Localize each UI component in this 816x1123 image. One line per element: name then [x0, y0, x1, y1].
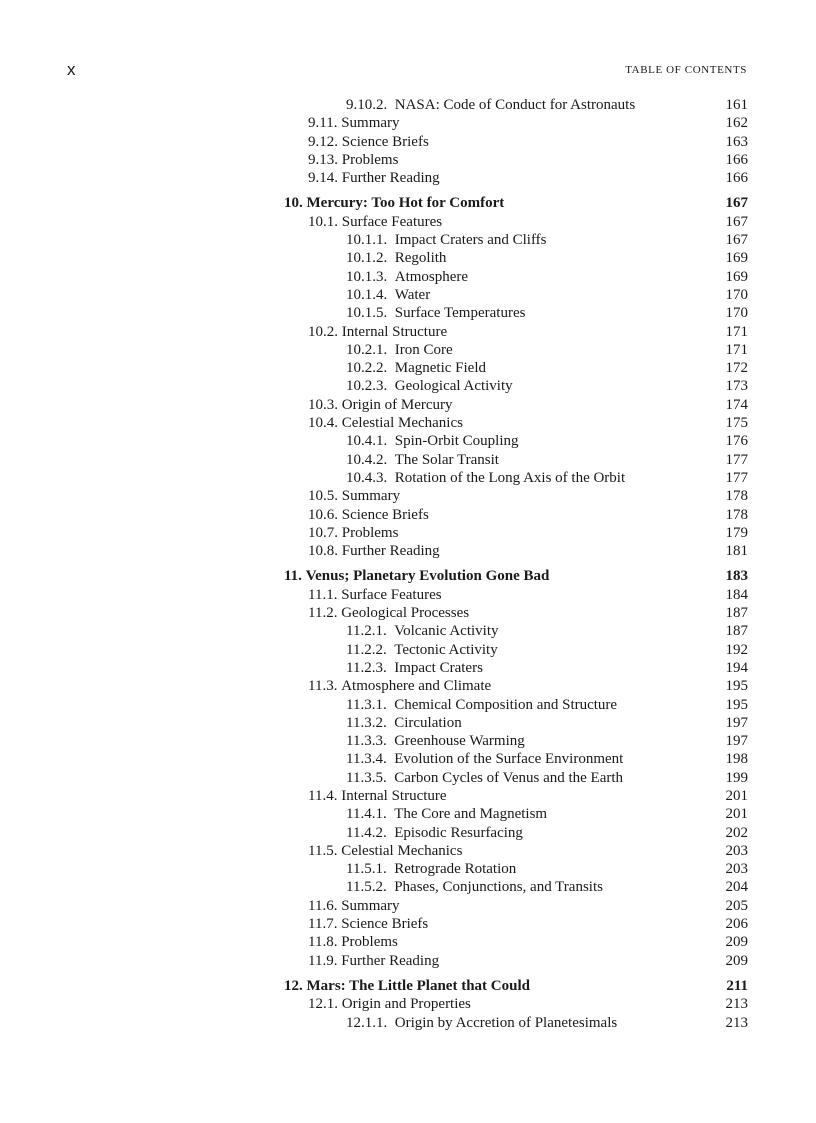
toc-section [284, 487, 748, 505]
toc-subsection [284, 805, 748, 823]
toc-entry-title: Circulation [394, 714, 462, 731]
toc-entry-page: 177 [725, 451, 748, 468]
toc-entry-title: Surface Temperatures [394, 305, 526, 322]
toc-chapter [284, 977, 748, 995]
toc-subsection [284, 231, 748, 249]
toc-section [284, 842, 748, 860]
toc-entry-title: Surface Features [341, 213, 443, 230]
toc-entry-page: 170 [725, 305, 748, 322]
toc-entry-page: 184 [725, 586, 748, 603]
toc-chapter [284, 567, 748, 585]
toc-entry-page: 197 [725, 714, 748, 731]
toc-entry-number: 11.8. [308, 934, 338, 951]
toc-chapter [284, 194, 748, 212]
toc-entry-title: Science Briefs [341, 506, 429, 523]
toc-entry-number: 12. [284, 977, 303, 994]
toc-entry-page: 198 [725, 751, 748, 768]
toc-entry-title: Problems [341, 934, 398, 951]
toc-entry-number: 10.4.2. [346, 451, 388, 468]
toc-entry-number: 11.9. [308, 952, 338, 969]
toc-entry-title: Evolution of the Surface Environment [394, 751, 624, 768]
toc-entry-number: 10.1.1. [346, 232, 388, 249]
toc-entry-page: 204 [725, 879, 748, 896]
toc-subsection [284, 304, 748, 322]
toc-entry-number: 9.14. [308, 170, 338, 187]
toc-subsection [284, 750, 748, 768]
toc-entry-page: 171 [725, 323, 748, 340]
toc-entry-page: 202 [725, 824, 748, 841]
toc-entry-page: 176 [725, 433, 748, 450]
toc-entry-number: 11.5.2. [346, 879, 387, 896]
toc-entry-page: 177 [725, 469, 748, 486]
toc-section [284, 151, 748, 169]
toc-subsection [284, 96, 748, 114]
toc-entry-title: Rotation of the Long Axis of the Orbit [394, 469, 626, 486]
toc-entry-title: Atmosphere and Climate [341, 678, 492, 695]
toc-subsection [284, 732, 748, 750]
toc-subsection [284, 359, 748, 377]
toc-entry-number: 10.2.1. [346, 341, 388, 358]
running-head: TABLE OF CONTENTS [625, 64, 747, 76]
toc-entry-number: 12.1.1. [346, 1014, 388, 1031]
toc-entry-number: 9.12. [308, 133, 338, 150]
toc-entry-page: 197 [725, 733, 748, 750]
toc-entry-page: 181 [725, 543, 748, 560]
toc-entry-number: 11.1. [308, 586, 338, 603]
toc-section [284, 169, 748, 187]
toc-entry-page: 203 [725, 842, 748, 859]
toc-entry-number: 11.2.3. [346, 659, 387, 676]
toc-entry-number: 11.3.1. [346, 696, 387, 713]
toc-entry-page: 179 [725, 524, 748, 541]
toc-entry-page: 166 [725, 151, 748, 168]
toc-entry-number: 10.6. [308, 506, 338, 523]
toc-entry-title: Phases, Conjunctions, and Transits [394, 879, 603, 896]
toc-entry-title: Origin by Accretion of Planetesimals [394, 1014, 618, 1031]
toc-section [284, 323, 748, 341]
toc-entry-number: 11.6. [308, 897, 338, 914]
toc-entry-number: 11.4.1. [346, 806, 387, 823]
toc-entry-title: Summary [341, 897, 400, 914]
toc-entry-page: 183 [725, 568, 748, 585]
toc-entry-number: 11.7. [308, 916, 338, 933]
toc-entry-title: Atmosphere [394, 268, 469, 285]
toc-entry-number: 11.2.1. [346, 623, 387, 640]
toc-entry-page: 192 [725, 641, 748, 658]
toc-entry-title: Summary [341, 115, 400, 132]
toc-entry-title: Internal Structure [341, 323, 448, 340]
toc-entry-title: Further Reading [341, 952, 440, 969]
toc-entry-page: 206 [725, 916, 748, 933]
toc-entry-title: Celestial Mechanics [341, 415, 463, 432]
toc-entry-title: Tectonic Activity [394, 641, 498, 658]
toc-entry-title: Origin of Mercury [341, 396, 453, 413]
toc-entry-title: Iron Core [394, 341, 453, 358]
toc-entry-page: 174 [725, 396, 748, 413]
toc-entry-title: Problems [341, 151, 399, 168]
toc-entry-title: Internal Structure [341, 787, 447, 804]
toc-entry-title: The Core and Magnetism [394, 806, 548, 823]
toc-entry-page: 178 [725, 488, 748, 505]
toc-entry-title: The Solar Transit [394, 451, 499, 468]
toc-entry-page: 171 [725, 341, 748, 358]
table-of-contents [284, 96, 748, 1032]
toc-entry-title: Chemical Composition and Structure [394, 696, 618, 713]
toc-entry-number: 10.4. [308, 415, 338, 432]
toc-entry-page: 203 [725, 861, 748, 878]
toc-entry-page: 195 [725, 696, 748, 713]
toc-entry-number: 11.3.5. [346, 769, 387, 786]
toc-section [284, 952, 748, 970]
toc-entry-number: 11. [284, 568, 302, 585]
toc-entry-number: 10.2.3. [346, 378, 388, 395]
toc-subsection [284, 451, 748, 469]
toc-entry-number: 10.1.5. [346, 305, 388, 322]
toc-entry-page: 209 [725, 952, 748, 969]
toc-entry-number: 10.7. [308, 524, 338, 541]
toc-entry-title: Volcanic Activity [394, 623, 499, 640]
toc-section [284, 787, 748, 805]
toc-entry-title: Spin-Orbit Coupling [394, 433, 519, 450]
toc-entry-title: Water [394, 286, 431, 303]
toc-subsection [284, 714, 748, 732]
toc-entry-number: 10.2.2. [346, 360, 388, 377]
toc-entry-title: Impact Craters [394, 659, 483, 676]
toc-entry-number: 11.4.2. [346, 824, 387, 841]
toc-entry-number: 11.3.4. [346, 751, 387, 768]
toc-entry-page: 213 [725, 996, 748, 1013]
toc-entry-title: Geological Activity [394, 378, 513, 395]
toc-entry-page: 209 [725, 934, 748, 951]
toc-subsection [284, 1014, 748, 1032]
toc-entry-page: 167 [725, 195, 748, 212]
toc-section [284, 915, 748, 933]
toc-entry-title: Further Reading [341, 543, 440, 560]
toc-section [284, 213, 748, 231]
toc-subsection [284, 696, 748, 714]
toc-entry-number: 11.3.2. [346, 714, 387, 731]
toc-entry-title: Greenhouse Warming [394, 733, 525, 750]
toc-entry-page: 162 [725, 115, 748, 132]
toc-entry-title: Science Briefs [341, 916, 429, 933]
toc-entry-page: 175 [725, 415, 748, 432]
toc-entry-page: 169 [725, 250, 748, 267]
toc-subsection [284, 268, 748, 286]
toc-entry-page: 169 [725, 268, 748, 285]
toc-entry-title: Problems [341, 524, 399, 541]
toc-subsection [284, 769, 748, 787]
toc-entry-number: 12.1. [308, 996, 338, 1013]
toc-entry-page: 161 [725, 97, 748, 113]
toc-section [284, 677, 748, 695]
toc-subsection [284, 286, 748, 304]
toc-entry-page: 201 [725, 787, 748, 804]
toc-section [284, 586, 748, 604]
toc-entry-number: 11.2.2. [346, 641, 387, 658]
toc-entry-page: 194 [725, 659, 748, 676]
toc-entry-title: Impact Craters and Cliffs [394, 232, 547, 249]
toc-entry-page: 201 [725, 806, 748, 823]
toc-entry-page: 187 [725, 605, 748, 622]
toc-subsection [284, 659, 748, 677]
toc-section [284, 114, 748, 132]
toc-section [284, 414, 748, 432]
toc-entry-page: 163 [725, 133, 748, 150]
toc-entry-page: 199 [725, 769, 748, 786]
toc-section [284, 133, 748, 151]
toc-entry-title: Surface Features [341, 586, 442, 603]
toc-subsection [284, 878, 748, 896]
toc-entry-number: 10.1. [308, 213, 338, 230]
toc-subsection [284, 824, 748, 842]
toc-entry-title: Magnetic Field [394, 360, 486, 377]
page-number: x [67, 60, 76, 79]
toc-entry-title: Origin and Properties [341, 996, 471, 1013]
toc-entry-number: 11.3.3. [346, 733, 387, 750]
toc-entry-number: 10.4.3. [346, 469, 388, 486]
toc-entry-number: 10.4.1. [346, 433, 388, 450]
toc-entry-title: Episodic Resurfacing [394, 824, 523, 841]
toc-entry-number: 10.8. [308, 543, 338, 560]
toc-entry-title: Mercury: Too Hot for Comfort [306, 195, 505, 212]
toc-entry-number: 11.3. [308, 678, 338, 695]
toc-subsection [284, 341, 748, 359]
toc-entry-number: 9.10.2. [346, 97, 388, 113]
toc-entry-page: 166 [725, 170, 748, 187]
toc-entry-title: Science Briefs [341, 133, 429, 150]
toc-entry-number: 11.5.1. [346, 861, 387, 878]
toc-entry-page: 173 [725, 378, 748, 395]
toc-entry-title: Regolith [394, 250, 447, 267]
toc-section [284, 396, 748, 414]
toc-entry-title: Retrograde Rotation [394, 861, 517, 878]
toc-section [284, 897, 748, 915]
toc-entry-title: Further Reading [341, 170, 440, 187]
toc-subsection [284, 469, 748, 487]
toc-subsection [284, 860, 748, 878]
toc-subsection [284, 377, 748, 395]
toc-entry-page: 178 [725, 506, 748, 523]
toc-entry-number: 11.4. [308, 787, 338, 804]
toc-subsection [284, 432, 748, 450]
toc-entry-title: Celestial Mechanics [341, 842, 463, 859]
toc-entry-number: 10.3. [308, 396, 338, 413]
toc-entry-page: 213 [725, 1014, 748, 1031]
toc-section [284, 933, 748, 951]
toc-entry-number: 10.1.3. [346, 268, 388, 285]
toc-entry-number: 9.11. [308, 115, 338, 132]
toc-section [284, 542, 748, 560]
toc-entry-page: 187 [725, 623, 748, 640]
toc-entry-number: 10.1.2. [346, 250, 388, 267]
toc-entry-title: Carbon Cycles of Venus and the Earth [394, 769, 624, 786]
toc-entry-page: 172 [725, 360, 748, 377]
toc-entry-number: 11.5. [308, 842, 338, 859]
toc-entry-number: 10.5. [308, 488, 338, 505]
toc-entry-title: NASA: Code of Conduct for Astronauts [394, 97, 636, 113]
toc-entry-number: 10.1.4. [346, 286, 388, 303]
toc-subsection [284, 249, 748, 267]
toc-entry-page: 170 [725, 286, 748, 303]
toc-entry-page: 205 [725, 897, 748, 914]
toc-entry-number: 11.2. [308, 605, 338, 622]
toc-entry-number: 10.2. [308, 323, 338, 340]
toc-subsection [284, 641, 748, 659]
toc-entry-title: Mars: The Little Planet that Could [306, 977, 530, 994]
toc-section [284, 604, 748, 622]
toc-entry-title: Venus; Planetary Evolution Gone Bad [305, 568, 550, 585]
toc-entry-page: 167 [725, 232, 748, 249]
toc-entry-title: Summary [341, 488, 401, 505]
toc-entry-number: 10. [284, 195, 303, 212]
toc-entry-page: 211 [726, 977, 748, 994]
toc-subsection [284, 622, 748, 640]
toc-section [284, 524, 748, 542]
toc-section [284, 506, 748, 524]
toc-entry-page: 195 [725, 678, 748, 695]
toc-entry-number: 9.13. [308, 151, 338, 168]
toc-entry-page: 167 [725, 213, 748, 230]
toc-section [284, 995, 748, 1013]
toc-entry-title: Geological Processes [341, 605, 470, 622]
